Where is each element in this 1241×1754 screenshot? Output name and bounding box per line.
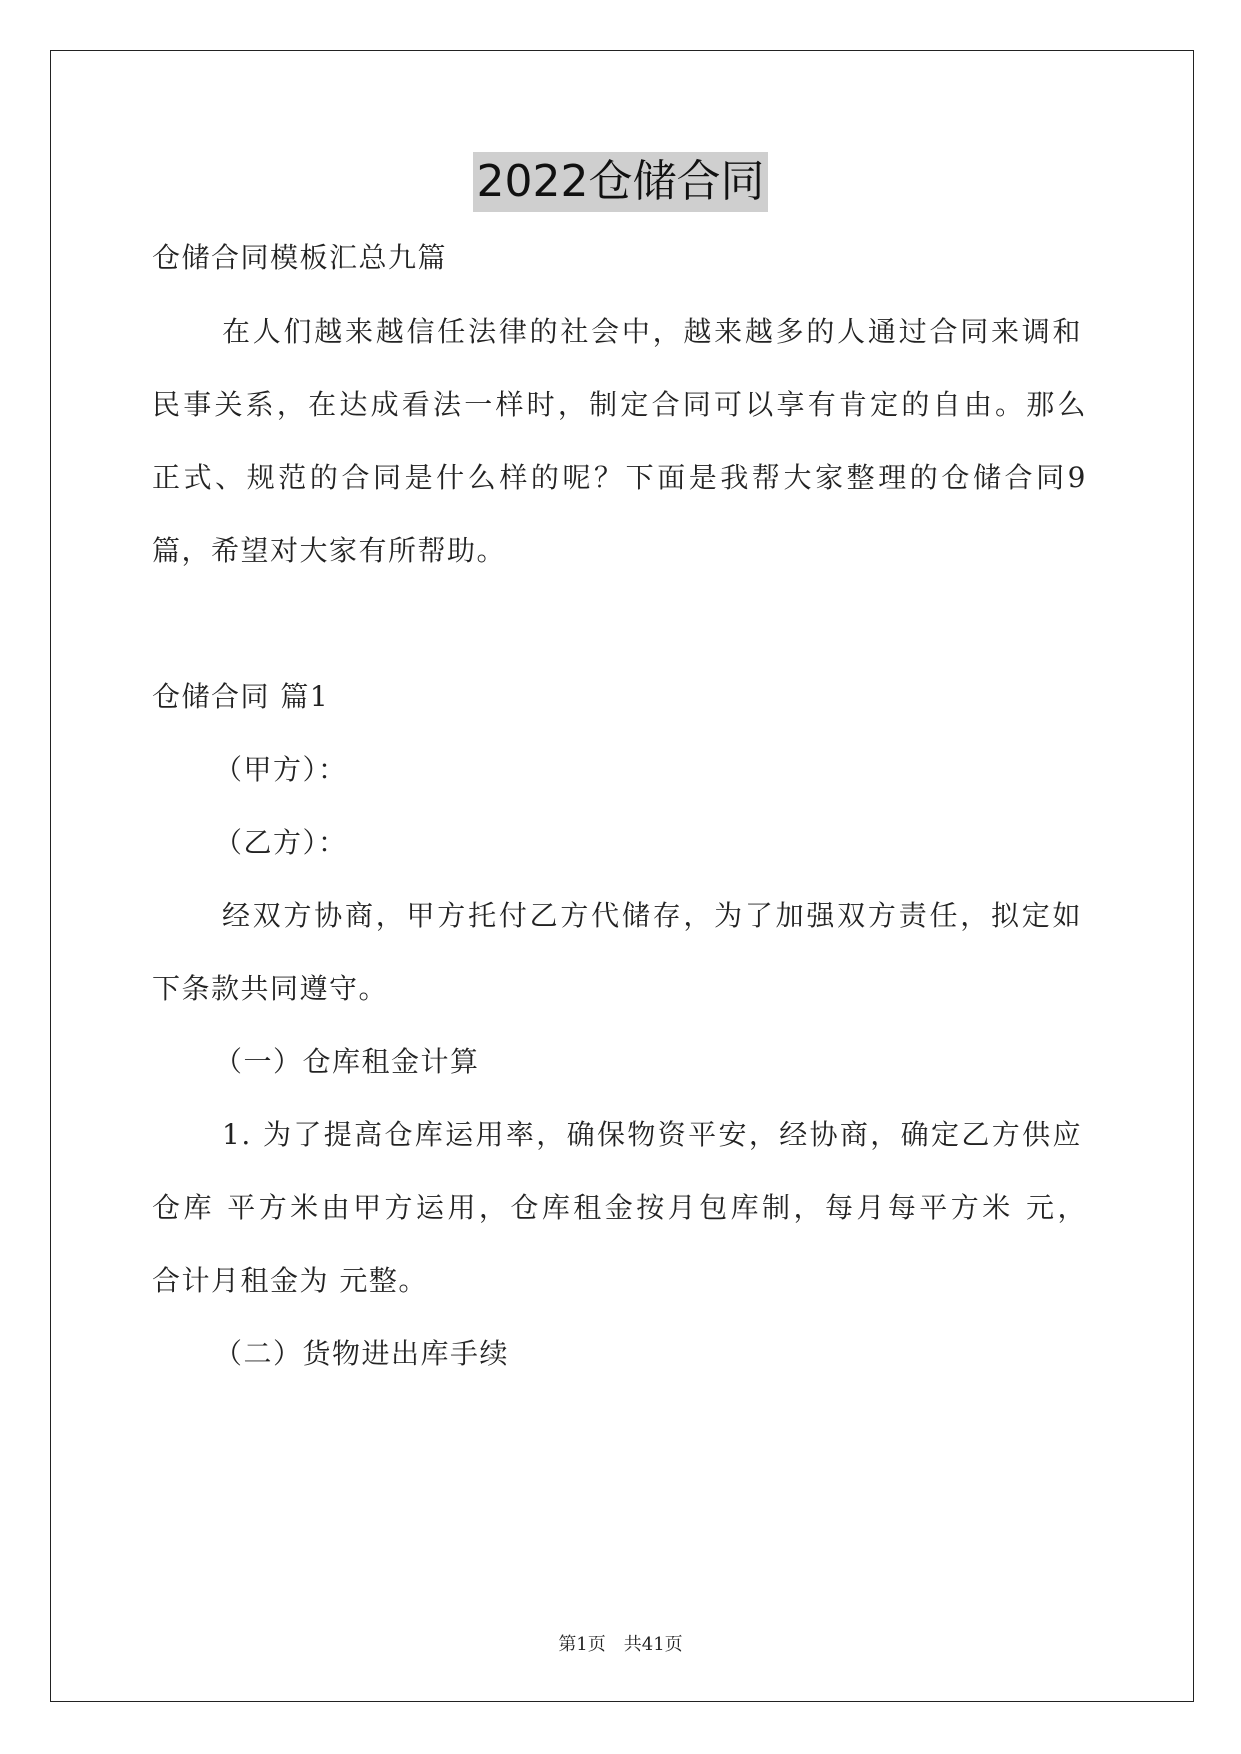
page-border bbox=[50, 50, 1194, 1702]
intro-line-4: 篇，希望对大家有所帮助。 bbox=[152, 534, 507, 567]
agreement-line-1: 经双方协商，甲方托付乙方代储存，为了加强双方责任，拟定如 bbox=[222, 899, 1082, 932]
document-title: 2022仓储合同 bbox=[473, 152, 769, 212]
intro-line-2: 民事关系，在达成看法一样时，制定合同可以享有肯定的自由。那么 bbox=[152, 388, 1087, 421]
intro-line-1: 在人们越来越信任法律的社会中，越来越多的人通过合同来调和 bbox=[222, 315, 1082, 348]
document-subtitle: 仓储合同模板汇总九篇 bbox=[152, 241, 448, 274]
clause-1-heading: （一）仓库租金计算 bbox=[214, 1045, 480, 1078]
page-number-footer: 第1页 共41页 bbox=[558, 1634, 683, 1655]
section-heading: 仓储合同 篇1 bbox=[152, 680, 330, 713]
party-b-label: （乙方）： bbox=[214, 826, 348, 859]
clause-1-line-3: 合计月租金为 元整。 bbox=[152, 1264, 428, 1297]
intro-line-3: 正式、规范的合同是什么样的呢？下面是我帮大家整理的仓储合同9 bbox=[152, 461, 1087, 494]
agreement-line-2: 下条款共同遵守。 bbox=[152, 972, 389, 1005]
title-container bbox=[0, 152, 1241, 212]
clause-1-line-2: 仓库 平方米由甲方运用，仓库租金按月包库制，每月每平方米 元， bbox=[152, 1191, 1087, 1224]
clause-2-heading: （二）货物进出库手续 bbox=[214, 1337, 510, 1370]
party-a-label: （甲方）： bbox=[214, 753, 348, 786]
clause-1-line-1: 1. 为了提高仓库运用率，确保物资平安，经协商，确定乙方供应 bbox=[222, 1118, 1082, 1151]
